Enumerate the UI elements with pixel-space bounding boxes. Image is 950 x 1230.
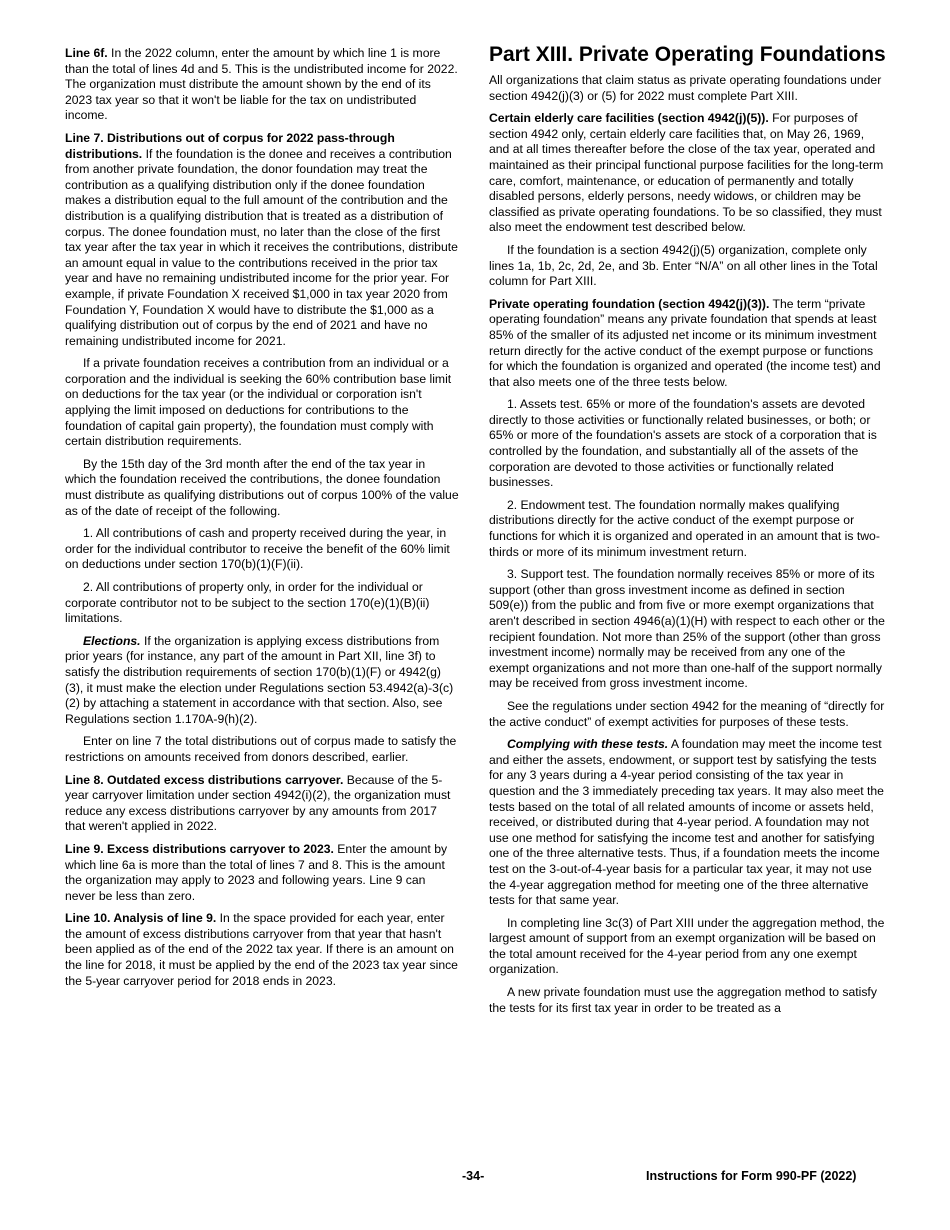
support-test: 3. Support test. The foundation normally receives 85% or more of its support (other than gross investment income as defined in section 509(e)) from the public and from five or more exempt organizations that aren't described in section 4946(a)(1)(H) with respect to each other or the recipient foundation. Not more than 25% of the support (other than gross investment income) normally may be received from any one of the exempt organizations and not more than one-half of the support normally may be received from gross investment income. — [489, 567, 885, 691]
complying-paragraph: Complying with these tests. A foundation may meet the income test and either the assets, endowment, or support test by satisfying the tests for any 3 years during a 4-year period consisting of the tax year in question and the 3 immediately preceding tax years. It may also meet the tests based on the total of all related amounts of income or assets held, received, or distributed during that 4-year period. A foundation may not use one method for satisfying the income test and another for satisfying one of the three alternative tests. Thus, if a foundation meets the income test on the 3-out-of-4-year basis for a particular tax year, it may not use the 4-year aggregation method for meeting one of the three alternative tests for that same year. — [489, 737, 884, 908]
endowment-test: 2. Endowment test. The foundation normally makes qualifying distributions directly for the active conduct of the exempt purpose or functions for which it is organized and operated in an amount that is two-thirds or more of its minimum investment return. — [489, 497, 880, 559]
elderly-paragraph: Certain elderly care facilities (section 4942(j)(5)). For purposes of section 4942 only, certain elderly care facilities that, on May 26, 1969, and at all times thereafter before the close of the tax year, operated and maintained as their principal functional purpose facilities for the long-term care, comfort, maintenance, or education of permanently and totally disabled persons, elderly persons, needy widows, or children may be classified as private operating foundations. To be so classified, they must also meet the endowment test described below. — [489, 111, 884, 235]
line6f-paragraph: Line 6f. In the 2022 column, enter the amount by which line 1 is more than the total of lines 4d and 5. This is the undistributed income for 2022. The organization must distribute the amount shown by the end of its 2023 tax year so that it won't be liable for the tax on undistributed income. — [65, 46, 458, 123]
line10-paragraph: Line 10. Analysis of line 9. In the space provided for each year, enter the amount of excess distributions carryover from that year that hasn't been applied as of the end of the 2022 tax year. If there is an amount on the line for 2018, it must be applied by the end of the 2023 tax year since the 5-year carryover period for 2018 ends in 2023. — [65, 911, 458, 988]
line6f-heading: Line 6f. — [65, 46, 108, 60]
elections-heading: Elections. — [83, 633, 141, 648]
line10-heading: Line 10. Analysis of line 9. — [65, 911, 217, 926]
complying-paragraph-3: A new private foundation must use the aggregation method to satisfy the tests for its first tax year in order to be treated as a — [489, 985, 877, 1015]
pof-paragraph: Private operating foundation (section 4942(j)(3)). The term “private operating foundation” means any private foundation that spends at least 85% of the smaller of its adjusted net income or its minimum investment return directly for the active conduct of the exempt purpose or functions for which the foundation is organized and operated (the income test) and that also meets one of the three tests below. — [489, 296, 881, 389]
see-regulations-paragraph: See the regulations under section 4942 for the meaning of “directly for the active conduct” of exempt activities for purposes of these tests. — [489, 698, 885, 729]
line7-item-2: 2. All contributions of property only, in order for the individual or corporate contributor not to be subject to the section 170(e)(1)(B)(ii) limitations. — [65, 580, 430, 626]
line7-heading: Line 7. Distributions out of corpus for 2022 pass-through distributions. — [65, 130, 395, 161]
section-title: Part XIII. Private Operating Foundations — [489, 43, 886, 66]
line7-paragraph-2: If a private foundation receives a contribution from an individual or a corporation and the individual is seeking the 60% contribution base limit on deductions for the tax year (or the individual or corporation isn't applying the limit imposed on deductions for contributions to the foundation of capital gain property), the foundation must comply with certain distribution requirements. — [65, 356, 452, 449]
elections-paragraph: Elections. If the organization is applying excess distributions from prior years (for instance, any part of the amount in Part XII, line 3f) to satisfy the distribution requirements of section 170(b)(1)(F) or 4942(g)(3), it must make the election under Regulations section 53.4942(a)-3(c)(2) by attaching a statement in accordance with that section. Also, see Regulations section 1.170A-9(h)(2). — [65, 633, 454, 726]
right-column — [489, 43, 886, 1023]
intro-paragraph: All organizations that claim status as private operating foundations under section 4942(j)(3) or (5) for 2022 must complete Part XIII. — [489, 73, 882, 103]
line9-paragraph: Line 9. Excess distributions carryover to 2023. Enter the amount by which line 6a is more than the total of lines 7 and 8. This is the amount the organization may apply to 2023 and following years. Line 9 can never be less than zero. — [65, 841, 448, 903]
line7-item-1: 1. All contributions of cash and property received during the year, in order for the individual contributor to receive the benefit of the 60% limit on deductions under section 170(b)(1)(F)(ii). — [65, 526, 450, 572]
complying-heading: Complying with these tests. — [507, 737, 669, 752]
elderly-heading: Certain elderly care facilities (section 4942(j)(5)). — [489, 111, 769, 126]
line7-enter-paragraph: Enter on line 7 the total distributions out of corpus made to satisfy the restrictions on amounts received from donors described, earlier. — [65, 734, 457, 764]
left-column — [65, 46, 459, 996]
line9-heading: Line 9. Excess distributions carryover to 2023. — [65, 841, 334, 856]
complying-paragraph-2: In completing line 3c(3) of Part XIII under the aggregation method, the largest amount of support from an exempt organization will be based on the total amount received for the 4-year period from any one exempt organization. — [489, 915, 885, 977]
assets-test: 1. Assets test. 65% or more of the foundation's assets are devoted directly to those activities or functionally related businesses, or both; or 65% or more of the foundation's assets are stock of a corporation that is controlled by the foundation, and substantially all of the assets of the corporation are devoted to those activities or functionally related businesses. — [489, 397, 877, 490]
page-number: -34- — [462, 1169, 485, 1183]
line7-paragraph-3: By the 15th day of the 3rd month after the end of the tax year in which the foundation received the contributions, the donee foundation must distribute as qualifying distributions out of corpus 100% of the value as of the date of receipt of the following. — [65, 456, 459, 518]
line8-heading: Line 8. Outdated excess distributions carryover. — [65, 772, 344, 787]
pof-heading: Private operating foundation (section 4942(j)(3)). — [489, 296, 770, 311]
elderly-paragraph-2: If the foundation is a section 4942(j)(5) organization, complete only lines 1a, 1b, 2c, 2d, 2e, and 3b. Enter “N/A” on all other lines in the Total column for Part XIII. — [489, 242, 878, 289]
line8-paragraph: Line 8. Outdated excess distributions carryover. Because of the 5-year carryover limitation under section 4942(i)(2), the organization must reduce any excess distributions carryover by any amounts from 2017 that weren't applied in 2022. — [65, 772, 451, 834]
line7-paragraph: Line 7. Distributions out of corpus for 2022 pass-through distributions. If the foundation is the donee and receives a contribution from another private foundation, the donor foundation may treat the contribution as a qualifying distribution only if the donee foundation makes a distribution equal to the full amount of the contribution and the distribution is a qualifying distribution that is treated as a distribution of corpus. The donee foundation must, no later than the close of the first tax year after the tax year in which it receives the contributions, distribute an amount equal in value to the contributions received in the prior tax year and have no remaining undistributed income for the prior year. For example, if private Foundation X received $1,000 in tax year 2020 from Foundation Y, Foundation X would have to distribute the $1,000 as a qualifying distribution out of corpus by the end of 2021 and have no remaining undistributed income for 2021. — [65, 130, 458, 348]
footer-title: Instructions for Form 990-PF (2022) — [646, 1169, 857, 1183]
